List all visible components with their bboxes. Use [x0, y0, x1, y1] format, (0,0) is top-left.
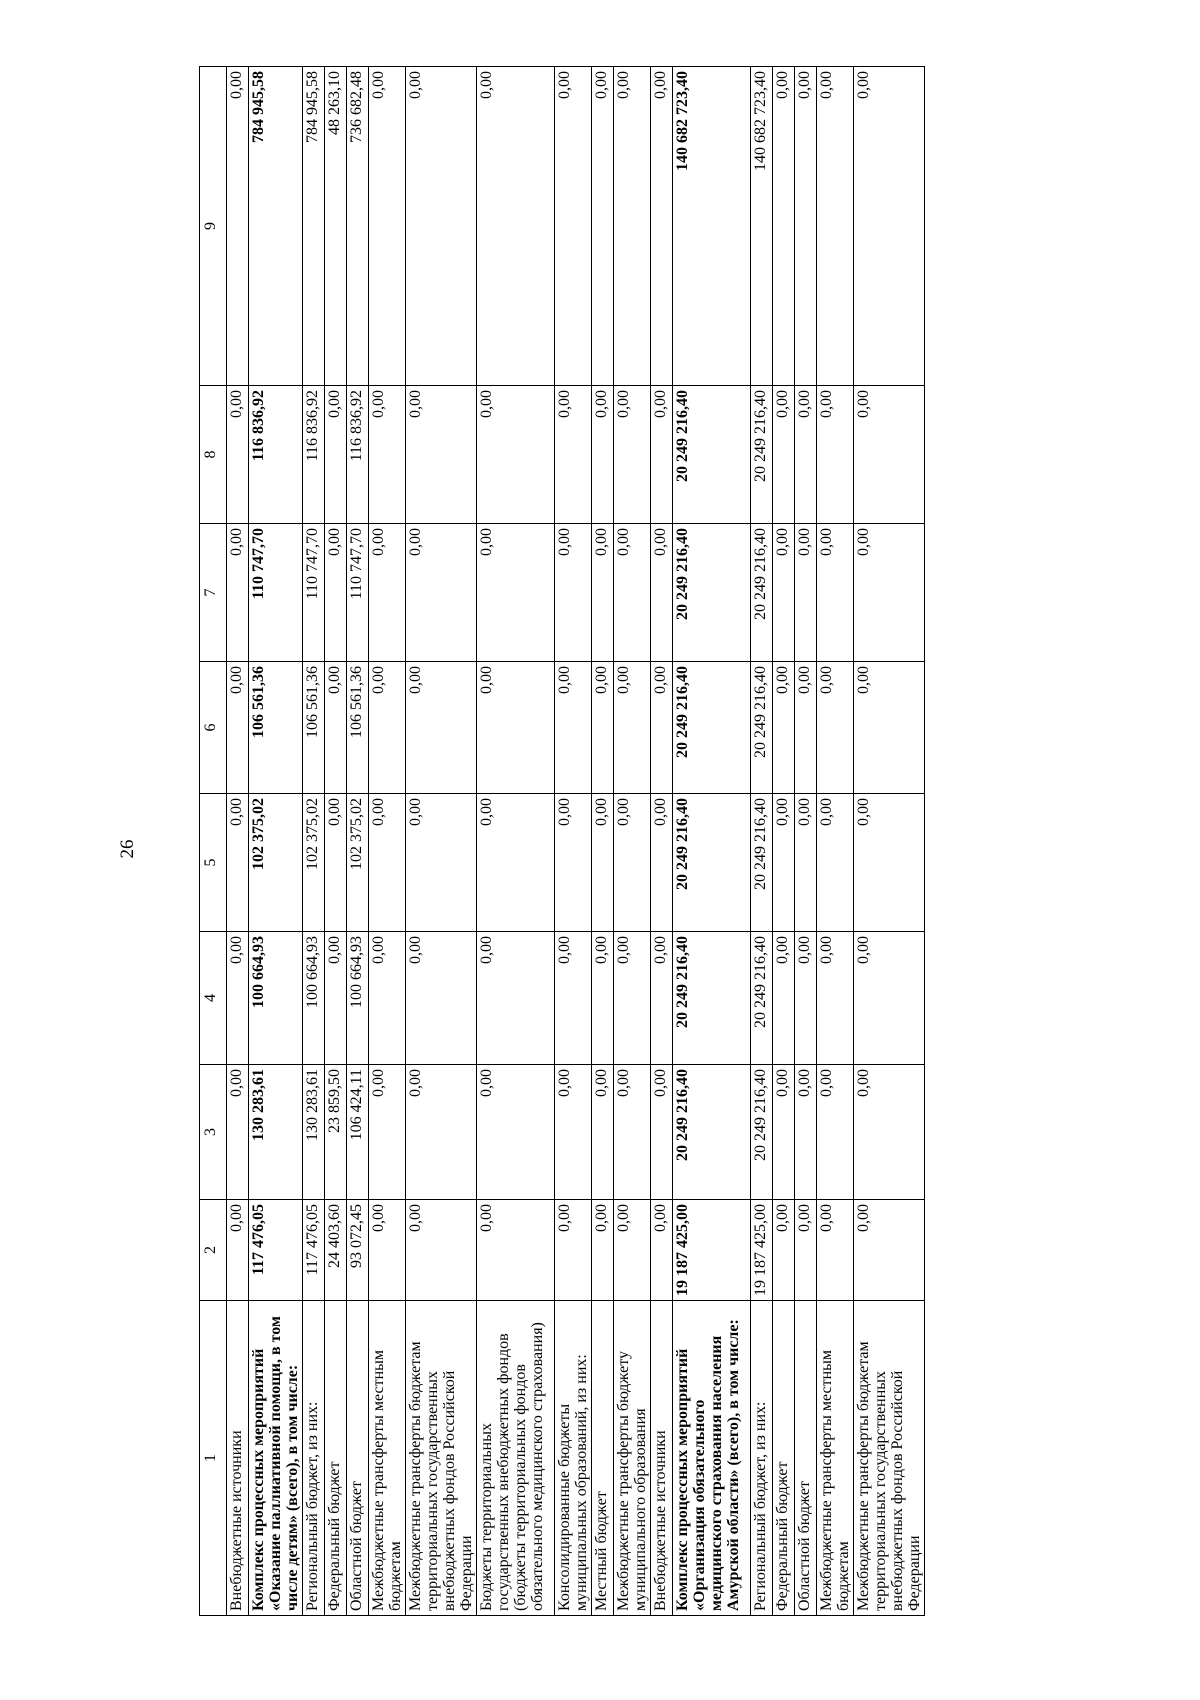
row-label: Областной бюджет — [795, 1301, 817, 1616]
row-label: Межбюджетные трансферты бюджетам территориальных государственных внебюджетных фондов Российской Федерации — [406, 1301, 477, 1616]
cell-value: 24 403,60 — [325, 1200, 347, 1301]
cell-value: 0,00 — [369, 1200, 406, 1301]
cell-value: 106 561,36 — [347, 662, 369, 794]
cell-value: 130 283,61 — [249, 1065, 303, 1200]
cell-value: 0,00 — [854, 662, 925, 794]
cell-value: 0,00 — [614, 1065, 651, 1200]
cell-value: 0,00 — [227, 1200, 249, 1301]
row-label: Региональный бюджет, из них: — [751, 1301, 773, 1616]
cell-value: 0,00 — [555, 386, 592, 524]
cell-value: 0,00 — [614, 1200, 651, 1301]
cell-value: 0,00 — [592, 662, 614, 794]
cell-value: 0,00 — [555, 67, 592, 386]
cell-value: 0,00 — [555, 662, 592, 794]
row-label: Комплекс процессных мероприятий «Оказание паллиативной помощи, в том числе детям» (всего), в том числе: — [249, 1301, 303, 1616]
cell-value: 0,00 — [406, 932, 477, 1065]
cell-value: 106 561,36 — [249, 662, 303, 794]
table-row — [249, 67, 303, 1616]
cell-value: 0,00 — [795, 1200, 817, 1301]
cell-value: 140 682 723,40 — [751, 67, 773, 386]
cell-value: 0,00 — [773, 67, 795, 386]
cell-value: 0,00 — [555, 932, 592, 1065]
cell-value: 0,00 — [406, 67, 477, 386]
cell-value: 0,00 — [325, 662, 347, 794]
cell-value: 106 424,11 — [347, 1065, 369, 1200]
row-label: Межбюджетные трансферты бюджетам территориальных государственных внебюджетных фондов Российской Федерации — [854, 1301, 925, 1616]
cell-value: 110 747,70 — [347, 524, 369, 662]
table-row — [751, 67, 773, 1616]
cell-value: 0,00 — [369, 794, 406, 932]
page-number: 26 — [117, 839, 138, 859]
table-row — [477, 67, 555, 1616]
row-label: Внебюджетные источники — [651, 1301, 673, 1616]
cell-value: 0,00 — [477, 794, 555, 932]
cell-value: 0,00 — [325, 794, 347, 932]
cell-value: 0,00 — [651, 524, 673, 662]
cell-value: 20 249 216,40 — [751, 662, 773, 794]
cell-value: 0,00 — [817, 1200, 854, 1301]
cell-value: 0,00 — [227, 932, 249, 1065]
cell-value: 0,00 — [854, 932, 925, 1065]
cell-value: 0,00 — [369, 524, 406, 662]
cell-value: 0,00 — [477, 1065, 555, 1200]
row-label: Внебюджетные источники — [227, 1301, 249, 1616]
cell-value: 0,00 — [406, 662, 477, 794]
table-row — [227, 67, 249, 1616]
table-row — [614, 67, 651, 1616]
cell-value: 0,00 — [854, 67, 925, 386]
cell-value: 0,00 — [651, 386, 673, 524]
column-header-7: 7 — [200, 524, 227, 662]
cell-value: 117 476,05 — [303, 1200, 325, 1301]
cell-value: 0,00 — [773, 1200, 795, 1301]
column-header-3: 3 — [200, 1065, 227, 1200]
cell-value: 0,00 — [592, 1065, 614, 1200]
cell-value: 0,00 — [817, 67, 854, 386]
table-row — [555, 67, 592, 1616]
cell-value: 20 249 216,40 — [751, 524, 773, 662]
column-header-1: 1 — [200, 1301, 227, 1616]
cell-value: 0,00 — [795, 67, 817, 386]
cell-value: 0,00 — [614, 67, 651, 386]
table-row — [795, 67, 817, 1616]
cell-value: 0,00 — [325, 932, 347, 1065]
cell-value: 0,00 — [227, 662, 249, 794]
cell-value: 0,00 — [795, 524, 817, 662]
cell-value: 130 283,61 — [303, 1065, 325, 1200]
cell-value: 0,00 — [592, 67, 614, 386]
cell-value: 0,00 — [406, 1200, 477, 1301]
column-header-8: 8 — [200, 386, 227, 524]
cell-value: 0,00 — [854, 386, 925, 524]
cell-value: 140 682 723,40 — [673, 67, 751, 386]
cell-value: 0,00 — [651, 1065, 673, 1200]
cell-value: 116 836,92 — [303, 386, 325, 524]
cell-value: 0,00 — [227, 794, 249, 932]
cell-value: 0,00 — [592, 386, 614, 524]
cell-value: 20 249 216,40 — [673, 662, 751, 794]
cell-value: 20 249 216,40 — [673, 524, 751, 662]
cell-value: 0,00 — [854, 524, 925, 662]
cell-value: 0,00 — [817, 524, 854, 662]
cell-value: 0,00 — [592, 1200, 614, 1301]
cell-value: 0,00 — [795, 794, 817, 932]
column-header-4: 4 — [200, 932, 227, 1065]
cell-value: 0,00 — [817, 1065, 854, 1200]
cell-value: 20 249 216,40 — [751, 386, 773, 524]
table-row — [817, 67, 854, 1616]
cell-value: 0,00 — [854, 1065, 925, 1200]
cell-value: 102 375,02 — [347, 794, 369, 932]
cell-value: 116 836,92 — [347, 386, 369, 524]
table-row — [651, 67, 673, 1616]
cell-value: 0,00 — [854, 1200, 925, 1301]
cell-value: 0,00 — [369, 1065, 406, 1200]
table-row — [673, 67, 751, 1616]
cell-value: 0,00 — [651, 662, 673, 794]
cell-value: 0,00 — [817, 662, 854, 794]
cell-value: 110 747,70 — [249, 524, 303, 662]
row-label: Межбюджетные трансферты бюджету муниципального образования — [614, 1301, 651, 1616]
cell-value: 0,00 — [773, 524, 795, 662]
cell-value: 0,00 — [325, 524, 347, 662]
cell-value: 0,00 — [555, 1065, 592, 1200]
cell-value: 110 747,70 — [303, 524, 325, 662]
column-header-9: 9 — [200, 67, 227, 386]
budget-table — [199, 66, 925, 1616]
row-label: Комплекс процессных мероприятий «Организация обязательного медицинского страхования населения Амурской области» (всего), в том числе: — [673, 1301, 751, 1616]
cell-value: 0,00 — [651, 1200, 673, 1301]
table-row — [406, 67, 477, 1616]
row-label: Федеральный бюджет — [773, 1301, 795, 1616]
cell-value: 0,00 — [817, 932, 854, 1065]
row-label: Местный бюджет — [592, 1301, 614, 1616]
cell-value: 784 945,58 — [303, 67, 325, 386]
cell-value: 736 682,48 — [347, 67, 369, 386]
table-row — [854, 67, 925, 1616]
cell-value: 0,00 — [406, 1065, 477, 1200]
cell-value: 100 664,93 — [249, 932, 303, 1065]
column-header-5: 5 — [200, 794, 227, 932]
row-label: Федеральный бюджет — [325, 1301, 347, 1616]
cell-value: 0,00 — [592, 524, 614, 662]
cell-value: 102 375,02 — [249, 794, 303, 932]
cell-value: 0,00 — [795, 1065, 817, 1200]
row-label: Межбюджетные трансферты местным бюджетам — [817, 1301, 854, 1616]
cell-value: 0,00 — [795, 386, 817, 524]
row-label: Региональный бюджет, из них: — [303, 1301, 325, 1616]
cell-value: 0,00 — [773, 1065, 795, 1200]
cell-value: 0,00 — [369, 932, 406, 1065]
cell-value: 0,00 — [592, 794, 614, 932]
cell-value: 0,00 — [369, 67, 406, 386]
cell-value: 0,00 — [477, 386, 555, 524]
cell-value: 106 561,36 — [303, 662, 325, 794]
cell-value: 0,00 — [406, 524, 477, 662]
table-row — [325, 67, 347, 1616]
table-body — [227, 67, 925, 1616]
cell-value: 20 249 216,40 — [751, 794, 773, 932]
header-row — [200, 67, 227, 1616]
cell-value: 0,00 — [477, 1200, 555, 1301]
cell-value: 0,00 — [592, 932, 614, 1065]
cell-value: 0,00 — [817, 794, 854, 932]
cell-value: 20 249 216,40 — [751, 1065, 773, 1200]
cell-value: 0,00 — [555, 794, 592, 932]
cell-value: 100 664,93 — [347, 932, 369, 1065]
cell-value: 784 945,58 — [249, 67, 303, 386]
cell-value: 20 249 216,40 — [751, 932, 773, 1065]
cell-value: 102 375,02 — [303, 794, 325, 932]
cell-value: 0,00 — [614, 932, 651, 1065]
cell-value: 93 072,45 — [347, 1200, 369, 1301]
cell-value: 100 664,93 — [303, 932, 325, 1065]
row-label: Бюджеты территориальных государственных внебюджетных фондов (бюджеты территориальных фондов обязательного медицинского страхования) — [477, 1301, 555, 1616]
cell-value: 0,00 — [773, 932, 795, 1065]
cell-value: 0,00 — [477, 67, 555, 386]
cell-value: 20 249 216,40 — [673, 794, 751, 932]
row-label: Областной бюджет — [347, 1301, 369, 1616]
rotated-table-container — [199, 67, 1055, 1616]
cell-value: 0,00 — [773, 386, 795, 524]
cell-value: 0,00 — [369, 662, 406, 794]
table-row — [369, 67, 406, 1616]
cell-value: 0,00 — [555, 524, 592, 662]
cell-value: 0,00 — [773, 794, 795, 932]
cell-value: 0,00 — [614, 524, 651, 662]
column-header-2: 2 — [200, 1200, 227, 1301]
cell-value: 0,00 — [773, 662, 795, 794]
cell-value: 0,00 — [614, 794, 651, 932]
cell-value: 0,00 — [817, 386, 854, 524]
column-header-6: 6 — [200, 662, 227, 794]
cell-value: 0,00 — [795, 932, 817, 1065]
cell-value: 19 187 425,00 — [673, 1200, 751, 1301]
cell-value: 0,00 — [325, 386, 347, 524]
cell-value: 0,00 — [227, 1065, 249, 1200]
cell-value: 0,00 — [614, 662, 651, 794]
cell-value: 0,00 — [614, 386, 651, 524]
cell-value: 23 859,50 — [325, 1065, 347, 1200]
cell-value: 0,00 — [227, 524, 249, 662]
row-label: Консолидированные бюджеты муниципальных образований, из них: — [555, 1301, 592, 1616]
cell-value: 0,00 — [651, 67, 673, 386]
row-label: Межбюджетные трансферты местным бюджетам — [369, 1301, 406, 1616]
table-row — [347, 67, 369, 1616]
cell-value: 20 249 216,40 — [673, 386, 751, 524]
cell-value: 0,00 — [477, 932, 555, 1065]
cell-value: 0,00 — [227, 67, 249, 386]
table-row — [773, 67, 795, 1616]
cell-value: 0,00 — [477, 662, 555, 794]
cell-value: 0,00 — [651, 932, 673, 1065]
table-row — [303, 67, 325, 1616]
cell-value: 48 263,10 — [325, 67, 347, 386]
cell-value: 116 836,92 — [249, 386, 303, 524]
cell-value: 0,00 — [555, 1200, 592, 1301]
cell-value: 20 249 216,40 — [673, 1065, 751, 1200]
cell-value: 0,00 — [406, 794, 477, 932]
cell-value: 20 249 216,40 — [673, 932, 751, 1065]
cell-value: 19 187 425,00 — [751, 1200, 773, 1301]
cell-value: 0,00 — [477, 524, 555, 662]
cell-value: 0,00 — [406, 386, 477, 524]
cell-value: 0,00 — [651, 794, 673, 932]
cell-value: 0,00 — [795, 662, 817, 794]
table-row — [592, 67, 614, 1616]
cell-value: 0,00 — [369, 386, 406, 524]
cell-value: 117 476,05 — [249, 1200, 303, 1301]
cell-value: 0,00 — [854, 794, 925, 932]
cell-value: 0,00 — [227, 386, 249, 524]
